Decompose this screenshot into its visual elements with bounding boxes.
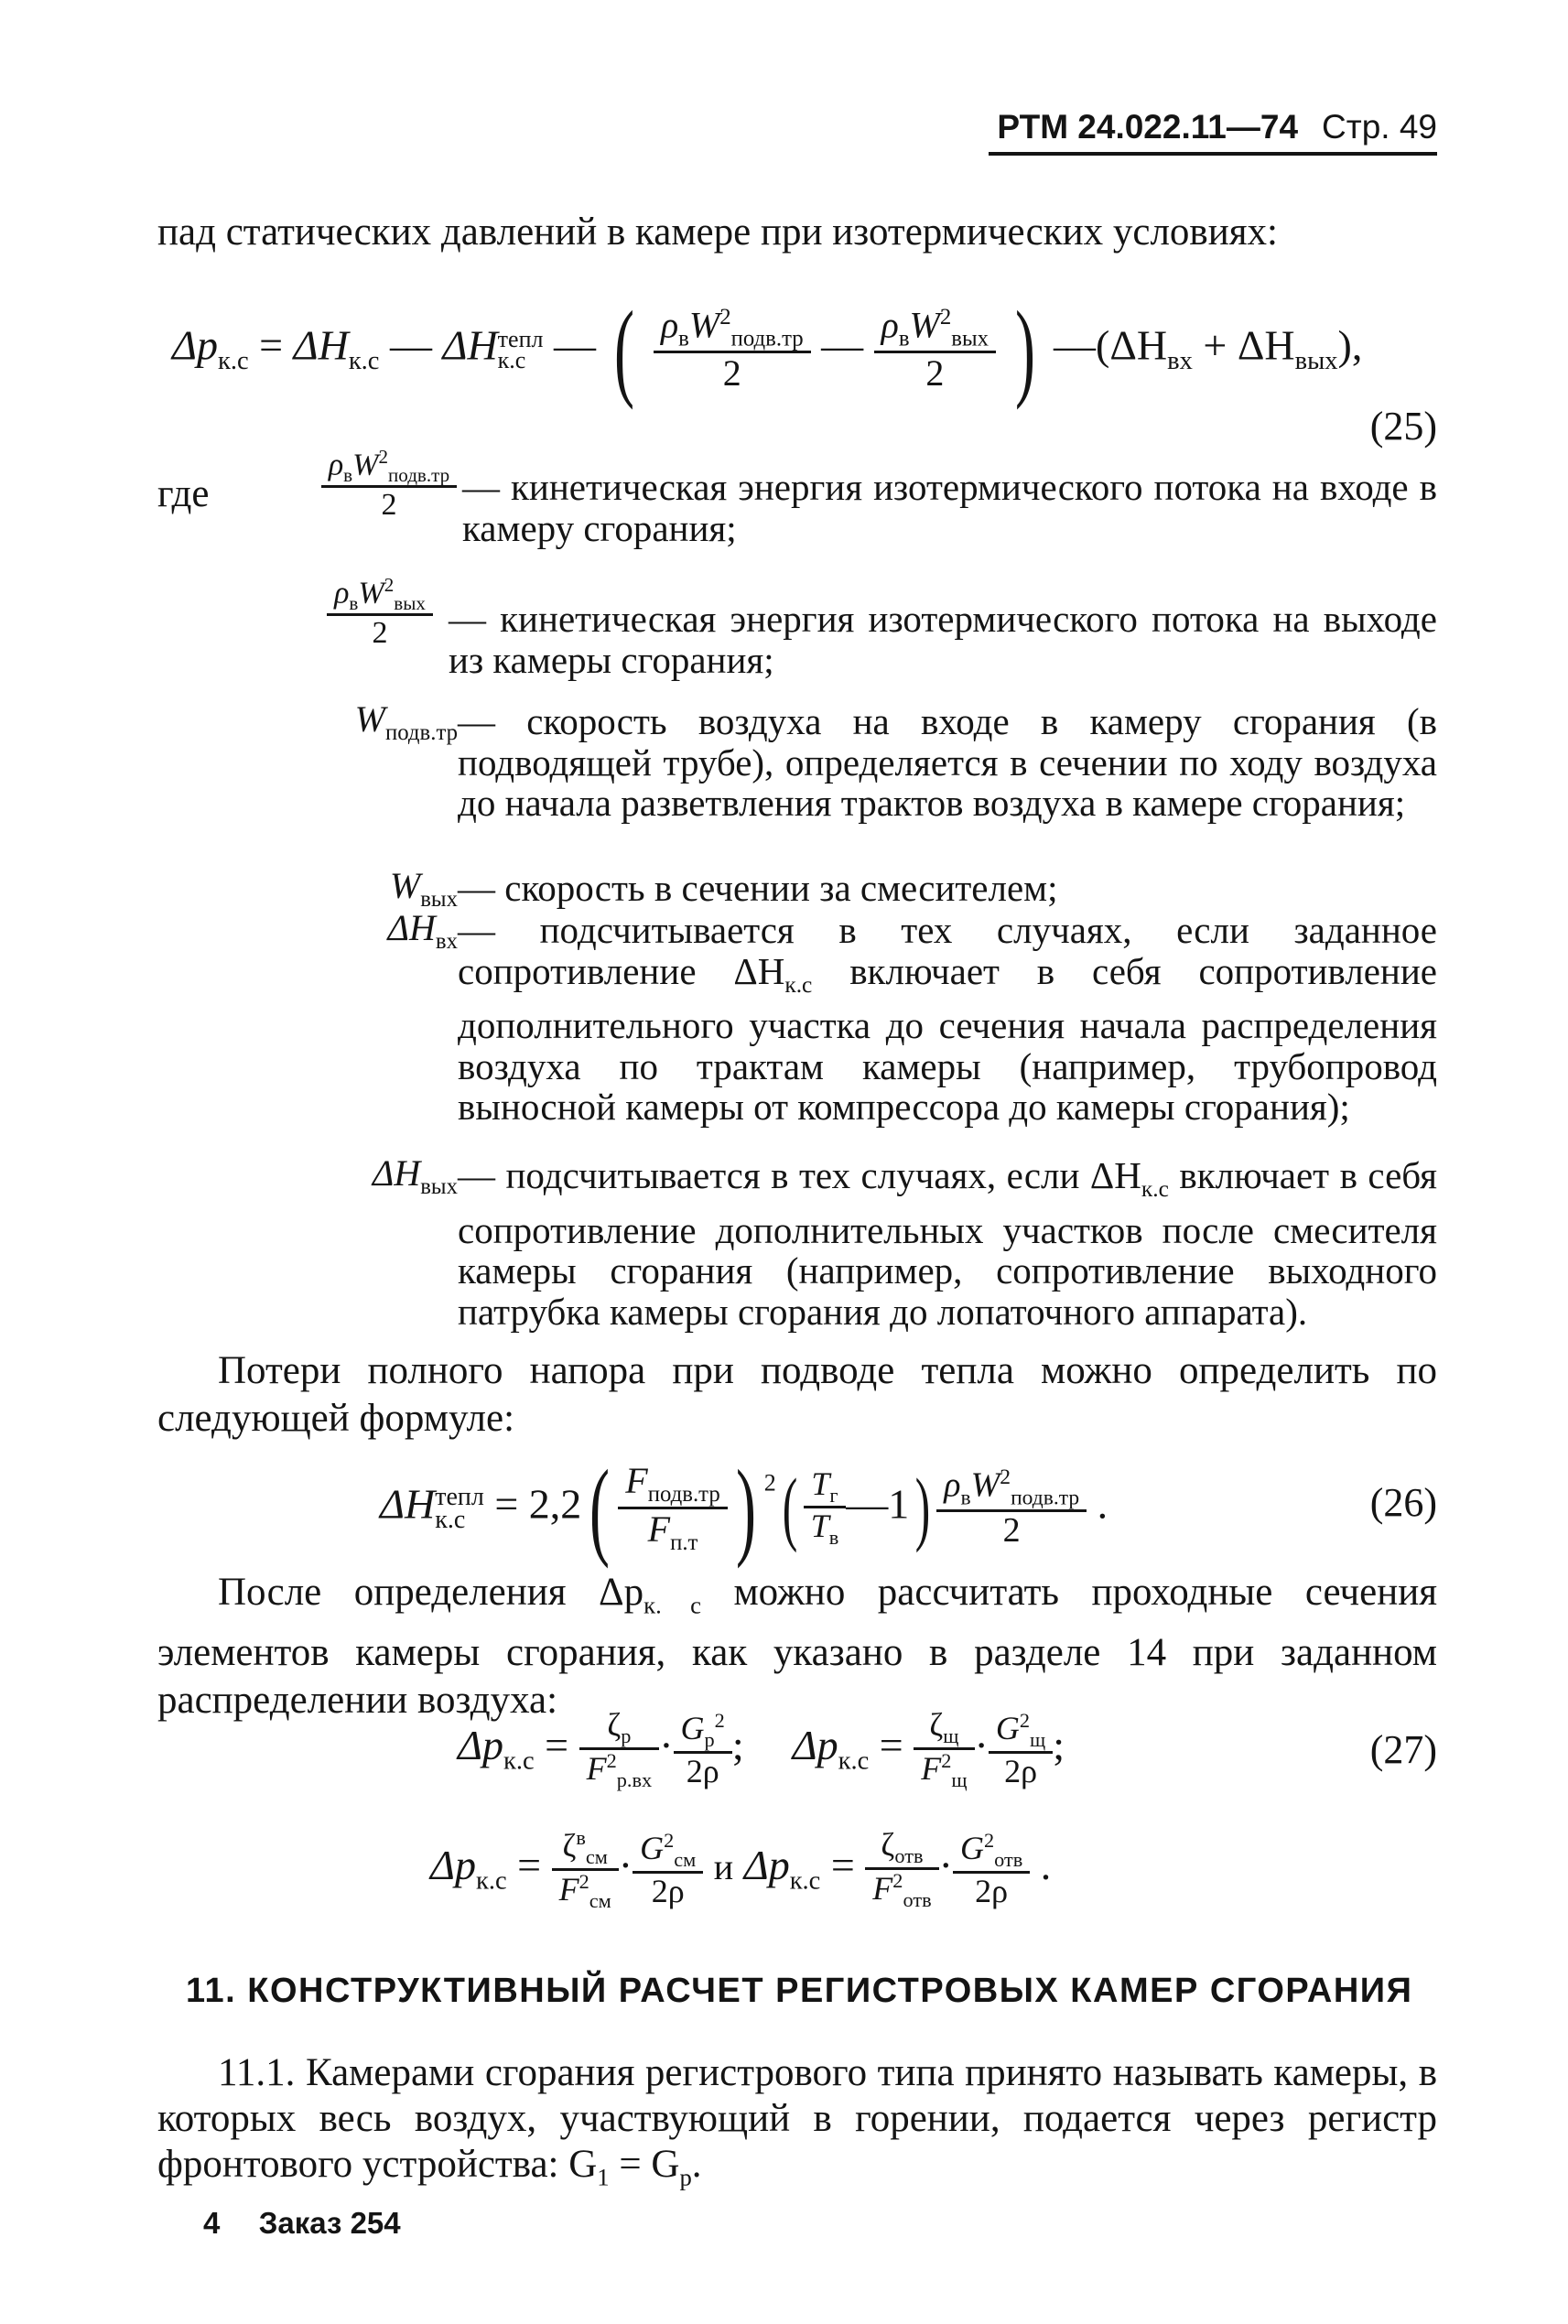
- fraction-kinetic-inlet: $\frac{\rho_вW^2_{подв.тр}}{2}$: [654, 306, 811, 394]
- where-label: где: [157, 472, 210, 515]
- def5-text: — подсчитывается в тех случаях, если заданное сопротивление $\Delta H_{к.с}$ включает в себя сопротивление дополнительного участка до сечения начала распределения воздуха по трактам камеры (например, трубопровод выносной камеры от компрессора до камеры сгорания);: [458, 909, 1437, 1129]
- def3-text: — скорость воздуха на входе в камеру сгорания (в подводящей трубе), определяется в сечении по ходу воздуха до начала разветвления трактов воздуха в камере сгорания;: [458, 700, 1437, 824]
- after-paragraph: После определения $\Delta p_{к. с}$ можно рассчитать проходные сечения элементов камеры сгорания, как указано в разделе 14 при заданном распределении воздуха:: [157, 1571, 1437, 1722]
- def6-text: — подсчитывается в тех случаях, если $\Delta H_{к.с}$ включает в себя сопротивление дополнительных участков после смесителя камеры сгорания (например, сопротивление выходного патрубка камеры сгорания до лопаточного аппарата).: [458, 1154, 1437, 1333]
- equation-27-line1: $\Delta p_{к.с}$ = $\frac{\zeta_р}{F^2_{р.вх}}$ · $\frac{G_р^2}{2\rho}$ ; $\Delta p_{к.с}$ = $\frac{\zeta_щ}{F^2_щ}$ · $\frac{G^2_щ}{2\rho}$ ;: [458, 1706, 1065, 1791]
- fraction-kinetic-outlet: $\frac{\rho_вW^2_{вых}}{2}$: [874, 306, 996, 394]
- equation-26: ΔH тепл к.с = 2,2( $\frac{F_{подв.тр}}{F_{п.т}}$ ) $^2$( $\frac{T_г}{T_в}$ —1) $\frac{\rho_вW^2_{подв.тр}}{2}$ .: [380, 1447, 1108, 1569]
- def2-term: $\frac{\rho_вW^2_{вых}}{2}$: [302, 575, 458, 651]
- def2-text: — кинетическая энергия изотермического потока на выходе из камеры сгорания;: [449, 598, 1437, 681]
- def3-term: $W_{подв.тр}$: [354, 698, 458, 745]
- def4-term: $W_{вых}$: [389, 865, 458, 912]
- def6-term: $\Delta H_{вых}$: [372, 1152, 458, 1199]
- equation-26-number: (26): [1369, 1480, 1437, 1525]
- heat-loss-paragraph: Потери полного напора при подводе тепла можно определить по следующей формуле:: [157, 1349, 1437, 1440]
- page-number: Стр. 49: [1322, 108, 1437, 146]
- running-header: [989, 108, 1437, 156]
- def4-text: — скорость в сечении за смесителем;: [458, 867, 1058, 909]
- def5-term: $\Delta H_{вх}$: [387, 907, 458, 954]
- paragraph-11-1: 11.1. Камерами сгорания регистрового типа принято называть камеры, в которых весь воздух, участвующий в горении, подается через регистр фронтового устройства: $G_1 = G_р$.: [157, 2051, 1437, 2191]
- equation-25: $\Delta p_{к.с} = \Delta H_{к.с}$ — ΔH тепл к.с — ( $\frac{\rho_вW^2_{подв.тр}}{2}$ — $\frac{\rho_вW^2_{вых}}{2}$ ) $—(\Delta H_{вх} + \Delta H_{вых})$,: [172, 288, 1363, 410]
- footer-order: Заказ 254: [258, 2206, 401, 2240]
- equation-25-number: (25): [1369, 404, 1437, 449]
- intro-text: пад статических давлений в камере при изотермических условиях:: [157, 211, 1278, 254]
- section-heading: 11. КОНСТРУКТИВНЫЙ РАСЧЕТ РЕГИСТРОВЫХ КАМЕР СГОРАНИЯ: [186, 1972, 1413, 2010]
- def1-term: $\frac{\rho_вW^2_{подв.тр}}{2}$: [275, 447, 503, 523]
- footer: [203, 2206, 401, 2241]
- equation-27-number: (27): [1369, 1727, 1437, 1772]
- equation-27-line2: $\Delta p_{к.с}$ = $\frac{\zeta^в_{см}}{F^2_{см}}$ · $\frac{G^2_{см}}{2\rho}$ и $\Delta p_{к.с}$ = $\frac{\zeta_{отв}}{F^2_{отв}}$ · $\frac{G^2_{отв}}{2\rho}$ .: [430, 1826, 1052, 1912]
- def1-text: — кинетическая энергия изотермического потока на входе в камеру сгорания;: [462, 466, 1437, 549]
- footer-sheet-number: 4: [203, 2206, 221, 2240]
- document-code: РТМ 24.022.11—74: [997, 108, 1299, 146]
